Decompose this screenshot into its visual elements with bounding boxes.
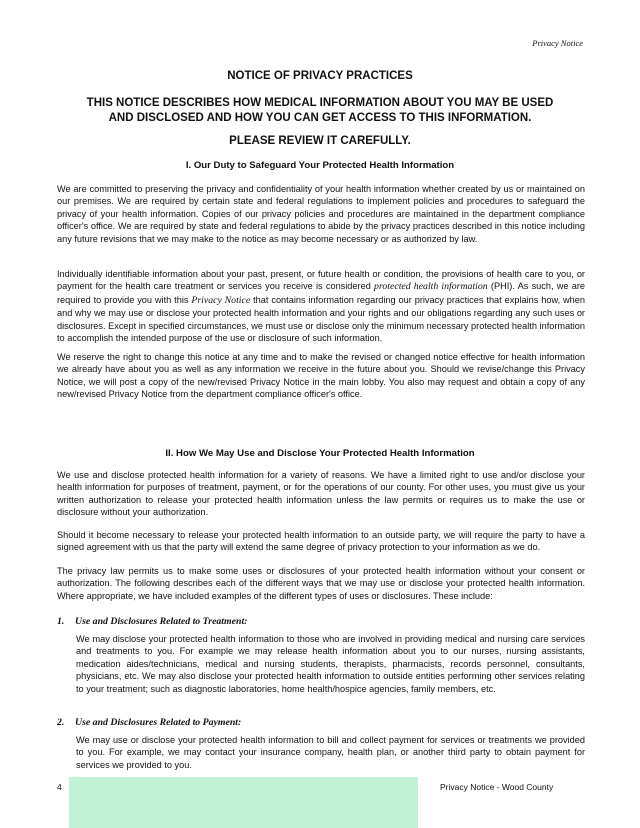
treatment-body: We may disclose your protected health information to those who are involved in providing medical and nursing care services and treatments to you. For example we may release health information about you to our nurses, nursing assistants, medication aides/technicians, medical and nursing students, therapists, pharmacists, records personnel, consultants, physicians, etc. We may also disclose your protected health information to outside entities performing other services relating to your treatment; such as diagnostic laboratories, home health/hospice agencies, family members, etc. — [76, 634, 585, 694]
section-2-paragraph-2: Should it become necessary to release your protected health information to an outside party, we will require the party to have a signed agreement with us that the party will extend the same degree of privacy protection to your information as we do. — [57, 530, 585, 553]
footer-highlight-box — [69, 777, 418, 828]
treatment-heading — [57, 616, 247, 627]
section-2-paragraph-1: We use and disclose protected health information for a variety of reasons. We have a limited right to use and/or disclose your health information for purposes of treatment, payment, or for the operations of our county. For other uses, you must give us your written authorization to release your protected health information unless the law permits or requires us to make the use or disclosure without your authorization. — [57, 470, 585, 518]
p2-text-a: Individually identifiable information about your past, present, or future health or condition, the provisions of health care to you, or payment for the health care treatment or services you receive is considered — [57, 269, 585, 292]
item-number: 1. — [57, 616, 65, 627]
subtitle-line-1: THIS NOTICE DESCRIBES HOW MEDICAL INFORMATION ABOUT YOU MAY BE USED — [86, 97, 554, 109]
payment-heading — [57, 717, 241, 728]
p2-text-b: (PHI). As such, we are required to provide you with this — [57, 281, 586, 305]
footer-title: Privacy Notice - Wood County — [440, 782, 554, 792]
page-number: 4 — [57, 782, 62, 792]
section-2-heading: II. How We May Use and Disclose Your Protected Health Information — [165, 448, 475, 459]
running-header: Privacy Notice — [532, 38, 583, 48]
subtitle-line-2: AND DISCLOSED AND HOW YOU CAN GET ACCESS TO THIS INFORMATION. — [108, 112, 532, 124]
payment-body: We may use or disclose your protected health information to bill and collect payment for services or treatments we provided to you. For example, we may contact your insurance company, health plan, or another third party to obtain payment for services we provided to you. — [76, 735, 585, 770]
item-title: Use and Disclosures Related to Treatment: — [75, 616, 248, 627]
notice-title: NOTICE OF PRIVACY PRACTICES — [227, 70, 413, 82]
section-1-paragraph-2 — [57, 268, 585, 344]
phi-term: protected health information — [374, 281, 488, 293]
section-1-heading: I. Our Duty to Safeguard Your Protected Health Information — [185, 160, 455, 171]
section-1-paragraph-3: We reserve the right to change this notice at any time and to make the revised or changed notice effective for health information we already have about you as well as any information we receive in the future about you. Should we revise/change this Privacy Notice, we will post a copy of the new/revised Privacy Notice in the main lobby. You also may request and obtain a copy of any new/revised Privacy Notice from the department compliance officer's office. — [57, 352, 585, 400]
p2-text-c: that contains information regarding our privacy practices that explains how, when and why we may use or disclose your protected health information and your rights and our obligations regarding any such uses or disclosures. Except in specified circumstances, we must use or disclose only the minimum necessary protected health information to accomplish the intended purpose of the use or disclosure of such information. — [57, 294, 585, 344]
item-title: Use and Disclosures Related to Payment: — [75, 717, 242, 728]
review-notice: PLEASE REVIEW IT CAREFULLY. — [229, 135, 411, 147]
item-number: 2. — [57, 717, 65, 728]
section-1-paragraph-1: We are committed to preserving the privacy and confidentiality of your health information whether created by us or maintained on our premises. We are required by certain state and federal regulations to implement policies and procedures to safeguard the privacy of your health information. Copies of our privacy policies and procedures are maintained in the department compliance officer's office. We are required by state and federal regulations to abide by the privacy practices described in this notice including any future revisions that we may make to the notice as may become necessary or as authorized by law. — [57, 184, 585, 244]
section-2-paragraph-3: The privacy law permits us to make some uses or disclosures of your protected health information without your consent or authorization. The following describes each of the different ways that we may use or disclose your protected health information. Where appropriate, we have included examples of the different types of uses or disclosures. These include: — [57, 566, 585, 601]
privacy-notice-term: Privacy Notice — [191, 294, 251, 306]
notice-subtitle — [0, 96, 640, 126]
